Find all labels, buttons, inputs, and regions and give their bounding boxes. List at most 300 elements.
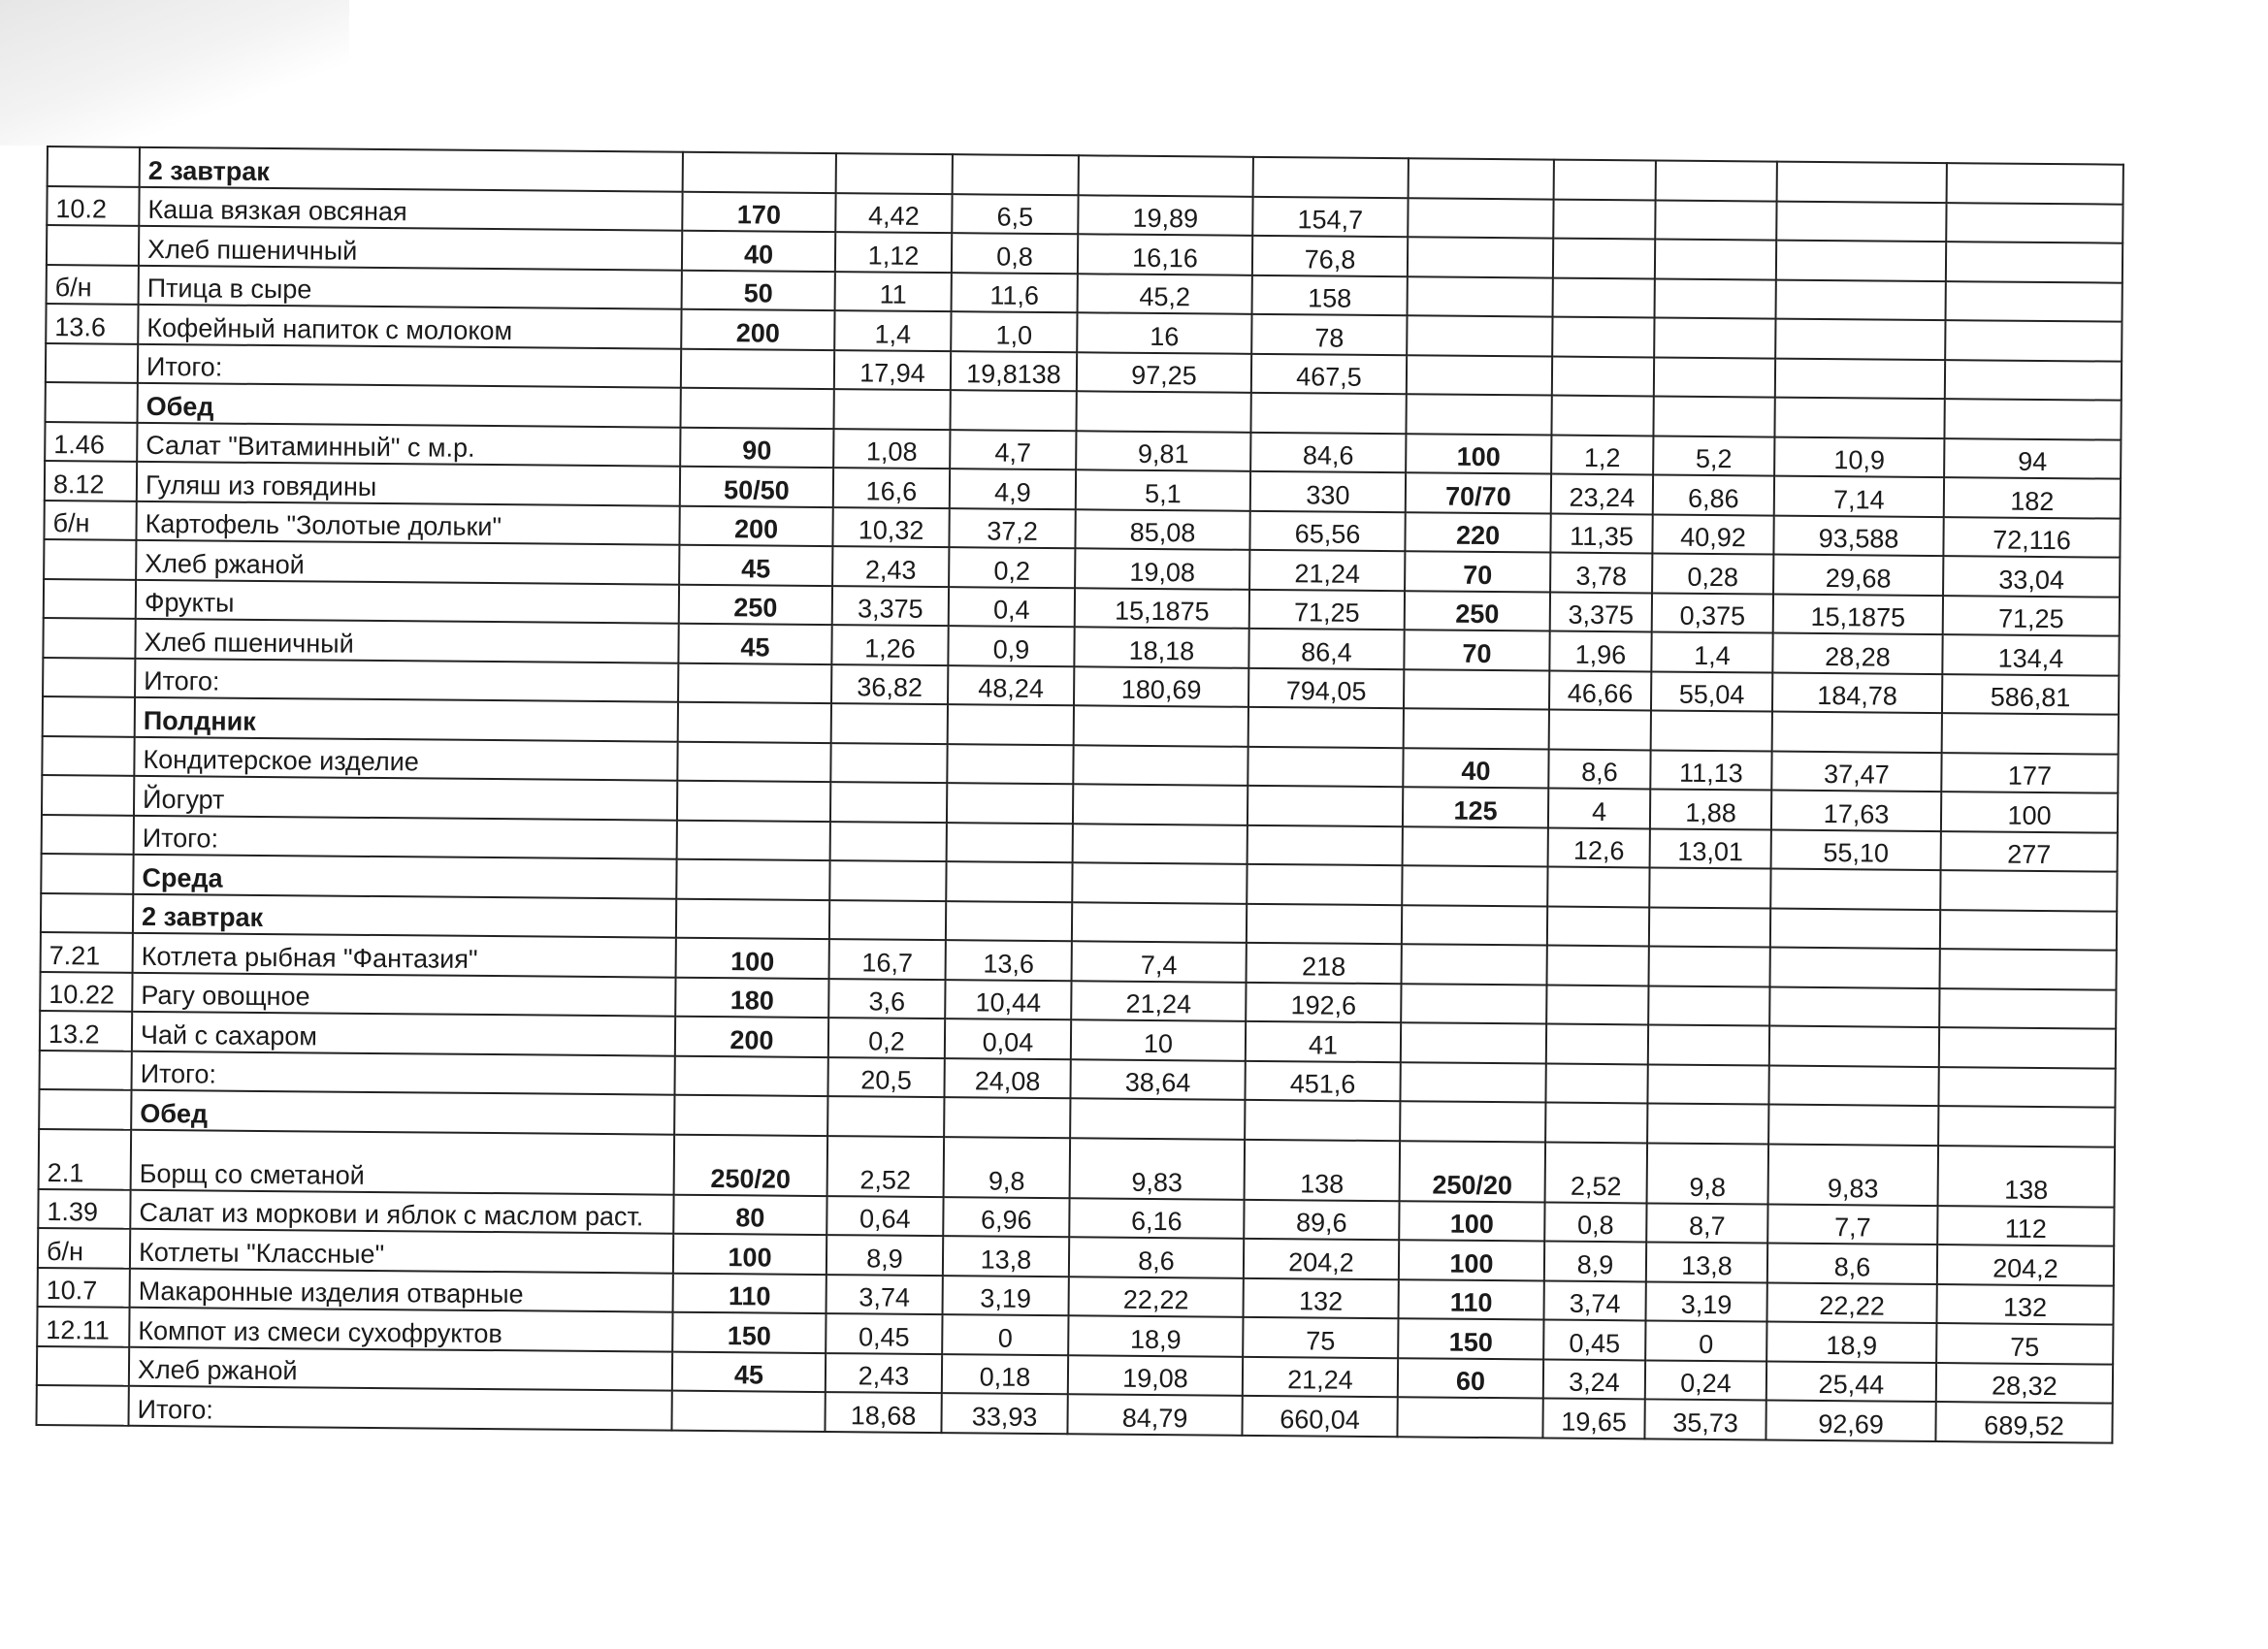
alt-carbs-cell [1768, 1105, 1938, 1146]
carbs-cell: 7,4 [1072, 941, 1247, 982]
fat-cell [947, 744, 1073, 785]
alt-protein-cell: 3,78 [1550, 553, 1652, 593]
alt-carbs-cell: 9,83 [1768, 1144, 1939, 1206]
alt-protein-cell: 8,9 [1544, 1242, 1646, 1281]
alt-carbs-cell [1775, 358, 1945, 399]
alt-energy-cell: 100 [1941, 792, 2118, 832]
fat-cell: 37,2 [949, 508, 1075, 549]
alt-protein-cell: 12,6 [1548, 827, 1650, 867]
section-heading-cell: 2 завтрак [133, 893, 676, 937]
alt-output-cell: 150 [1398, 1318, 1543, 1359]
dish-name-cell: Хлеб ржаной [129, 1346, 672, 1390]
alt-energy-cell: 204,2 [1937, 1245, 2114, 1285]
protein-cell: 2,43 [826, 1353, 942, 1394]
carbs-cell: 18,18 [1074, 627, 1248, 667]
energy-cell: 41 [1246, 1021, 1401, 1062]
fat-cell: 9,8 [944, 1137, 1071, 1198]
carbs-cell: 97,25 [1077, 352, 1251, 393]
protein-cell: 1,4 [834, 310, 951, 351]
dish-name-cell: Компот из смеси сухофруктов [129, 1308, 672, 1351]
alt-energy-cell: 112 [1937, 1206, 2114, 1246]
fat-cell [944, 1097, 1070, 1138]
dish-name-cell: Кофейный напиток с молоком [138, 305, 681, 348]
alt-fat-cell [1654, 317, 1775, 358]
fat-cell: 24,08 [944, 1058, 1070, 1099]
alt-fat-cell [1653, 396, 1774, 436]
protein-cell: 4,42 [835, 193, 952, 234]
recipe-code-cell [36, 1385, 128, 1425]
alt-output-cell [1402, 944, 1547, 985]
alt-protein-cell [1546, 985, 1648, 1024]
carbs-cell: 84,79 [1067, 1394, 1242, 1435]
alt-fat-cell: 6,86 [1653, 474, 1774, 515]
fat-cell: 33,93 [941, 1393, 1067, 1434]
alt-output-cell: 60 [1398, 1358, 1543, 1399]
energy-cell: 138 [1245, 1139, 1401, 1200]
recipe-code-cell [41, 854, 133, 893]
alt-output-cell [1402, 865, 1547, 906]
alt-output-cell [1408, 276, 1553, 317]
menu-table [35, 146, 2123, 1443]
output-cell: 80 [673, 1194, 826, 1235]
alt-fat-cell: 0 [1645, 1320, 1766, 1361]
carbs-cell: 16 [1077, 312, 1251, 353]
energy-cell: 75 [1243, 1317, 1398, 1358]
scan-shadow [0, 0, 349, 146]
alt-carbs-cell [1770, 869, 1940, 910]
alt-fat-cell: 1,4 [1651, 631, 1772, 672]
alt-carbs-cell: 7,7 [1767, 1204, 1937, 1245]
recipe-code-cell [46, 343, 138, 383]
alt-output-cell [1404, 669, 1549, 710]
alt-fat-cell: 13,01 [1650, 828, 1771, 869]
alt-output-cell: 40 [1403, 748, 1548, 789]
alt-energy-cell [1946, 281, 2122, 322]
energy-cell [1245, 1100, 1400, 1141]
dish-name-cell: Кондитерское изделие [134, 736, 677, 780]
protein-cell [836, 153, 953, 194]
alt-carbs-cell [1768, 1065, 1938, 1106]
alt-carbs-cell: 15,1875 [1773, 594, 1943, 634]
carbs-cell: 19,89 [1078, 195, 1252, 236]
fat-cell: 13,8 [943, 1236, 1069, 1277]
output-cell [674, 1095, 827, 1136]
dish-name-cell: Хлеб пшеничный [135, 619, 678, 663]
fat-cell [947, 823, 1073, 863]
alt-energy-cell: 134,4 [1942, 634, 2119, 675]
fat-cell: 11,6 [952, 273, 1078, 313]
alt-carbs-cell [1770, 908, 1940, 949]
recipe-code-cell: б/н [38, 1228, 130, 1268]
alt-output-cell [1400, 1062, 1545, 1103]
recipe-code-cell: б/н [44, 500, 136, 539]
alt-fat-cell: 55,04 [1651, 671, 1772, 712]
energy-cell: 76,8 [1252, 236, 1408, 276]
alt-output-cell: 100 [1399, 1201, 1544, 1242]
carbs-cell: 18,9 [1068, 1315, 1243, 1356]
alt-protein-cell [1552, 317, 1654, 357]
dish-name-cell: Итого: [135, 658, 678, 701]
alt-output-cell: 70 [1404, 630, 1549, 670]
alt-carbs-cell: 55,10 [1771, 829, 1941, 870]
protein-cell: 16,6 [833, 468, 950, 508]
output-cell: 200 [681, 309, 834, 350]
recipe-code-cell [44, 539, 136, 579]
alt-energy-cell: 71,25 [1943, 596, 2120, 636]
alt-output-cell [1406, 394, 1551, 435]
alt-energy-cell [1946, 242, 2122, 282]
fat-cell: 0,04 [945, 1018, 1071, 1059]
energy-cell: 192,6 [1246, 982, 1401, 1022]
output-cell: 50 [682, 270, 835, 310]
output-cell [676, 898, 829, 939]
recipe-code-cell: 10.2 [47, 186, 139, 226]
output-cell: 100 [676, 938, 829, 979]
alt-output-cell [1403, 826, 1548, 867]
protein-cell [829, 900, 946, 941]
protein-cell: 11 [835, 272, 952, 312]
recipe-code-cell: 13.6 [46, 304, 138, 343]
alt-protein-cell: 11,35 [1550, 513, 1652, 553]
alt-fat-cell: 0,375 [1652, 593, 1773, 633]
alt-protein-cell: 19,65 [1542, 1399, 1644, 1439]
alt-output-cell [1400, 1101, 1545, 1142]
protein-cell: 2,52 [827, 1136, 945, 1197]
energy-cell: 21,24 [1243, 1356, 1398, 1397]
recipe-code-cell [47, 225, 139, 265]
section-heading-cell: Обед [131, 1090, 674, 1134]
protein-cell [830, 743, 947, 784]
protein-cell: 3,74 [826, 1275, 943, 1315]
output-cell [681, 348, 834, 389]
carbs-cell [1070, 1098, 1245, 1139]
energy-cell: 86,4 [1248, 629, 1404, 669]
recipe-code-cell [37, 1345, 129, 1385]
energy-cell [1247, 903, 1402, 944]
output-cell: 200 [679, 505, 832, 546]
recipe-code-cell [42, 775, 134, 815]
protein-cell: 17,94 [834, 350, 951, 391]
output-cell [677, 741, 830, 782]
alt-output-cell: 220 [1405, 512, 1550, 553]
fat-cell [946, 901, 1072, 942]
output-cell [671, 1391, 825, 1432]
recipe-code-cell [41, 892, 133, 932]
energy-cell [1247, 746, 1403, 787]
alt-carbs-cell [1770, 948, 1940, 988]
carbs-cell: 45,2 [1078, 274, 1252, 314]
dish-name-cell: Итого: [138, 343, 681, 387]
alt-fat-cell [1655, 239, 1776, 279]
energy-cell [1247, 824, 1403, 865]
alt-protein-cell: 0,8 [1544, 1202, 1646, 1242]
output-cell: 45 [679, 545, 832, 586]
alt-energy-cell [1945, 320, 2122, 361]
alt-carbs-cell: 17,63 [1771, 791, 1941, 831]
dish-name-cell: Картофель "Золотые дольки" [136, 501, 679, 544]
menu-sheet [35, 146, 2123, 1443]
alt-carbs-cell: 10,9 [1774, 436, 1944, 477]
output-cell: 110 [673, 1273, 826, 1313]
alt-fat-cell [1651, 710, 1772, 751]
output-cell: 170 [682, 191, 835, 232]
protein-cell [830, 782, 947, 823]
protein-cell: 10,32 [832, 507, 949, 548]
carbs-cell: 85,08 [1075, 509, 1249, 550]
alt-output-cell: 70 [1405, 551, 1550, 592]
alt-protein-cell: 46,66 [1549, 670, 1651, 710]
fat-cell: 6,96 [943, 1197, 1069, 1238]
recipe-code-cell: 7.21 [41, 932, 133, 972]
fat-cell: 0,9 [948, 626, 1074, 666]
alt-output-cell [1404, 708, 1549, 749]
energy-cell [1247, 864, 1402, 905]
energy-cell: 794,05 [1248, 667, 1404, 708]
alt-energy-cell: 72,116 [1943, 517, 2120, 558]
dish-name-cell: Итого: [128, 1386, 671, 1430]
alt-fat-cell: 35,73 [1644, 1399, 1766, 1439]
alt-output-cell: 125 [1403, 787, 1548, 827]
alt-fat-cell: 0,24 [1645, 1360, 1766, 1401]
protein-cell: 0,2 [828, 1018, 945, 1058]
alt-carbs-cell: 92,69 [1766, 1401, 1935, 1441]
carbs-cell: 9,81 [1076, 431, 1250, 471]
alt-carbs-cell [1774, 398, 1944, 438]
recipe-code-cell [46, 382, 138, 422]
protein-cell [827, 1096, 944, 1137]
output-cell [678, 663, 831, 703]
alt-protein-cell [1545, 1063, 1647, 1103]
output-cell [680, 388, 833, 429]
alt-carbs-cell: 93,588 [1773, 515, 1943, 556]
alt-protein-cell [1547, 867, 1649, 907]
fat-cell [948, 704, 1074, 745]
alt-energy-cell [1944, 399, 2121, 439]
alt-carbs-cell [1777, 162, 1947, 203]
alt-fat-cell [1649, 946, 1770, 986]
alt-carbs-cell: 8,6 [1767, 1244, 1937, 1284]
recipe-code-cell [43, 696, 135, 736]
alt-energy-cell: 182 [1944, 477, 2121, 518]
carbs-cell: 6,16 [1069, 1198, 1244, 1239]
dish-name-cell: Фрукты [136, 579, 679, 623]
section-heading-cell: 2 завтрак [140, 147, 683, 191]
output-cell: 45 [678, 624, 831, 664]
recipe-code-cell [48, 146, 140, 186]
alt-protein-cell [1552, 356, 1654, 396]
alt-energy-cell [1946, 203, 2122, 243]
alt-fat-cell [1647, 1103, 1768, 1144]
alt-protein-cell: 2,52 [1545, 1142, 1648, 1203]
alt-energy-cell: 132 [1936, 1284, 2113, 1325]
output-cell: 45 [672, 1351, 826, 1392]
output-cell: 180 [675, 977, 828, 1018]
alt-energy-cell: 75 [1936, 1323, 2113, 1364]
alt-fat-cell [1647, 1064, 1768, 1105]
alt-protein-cell: 1,2 [1551, 435, 1653, 474]
alt-protein-cell [1553, 277, 1655, 317]
recipe-code-cell [42, 735, 134, 775]
dish-name-cell: Макаронные изделия отварные [130, 1268, 673, 1311]
fat-cell [946, 861, 1072, 902]
protein-cell [833, 389, 950, 430]
carbs-cell: 5,1 [1076, 469, 1250, 510]
alt-protein-cell: 8,6 [1548, 749, 1650, 789]
alt-protein-cell [1546, 1024, 1648, 1064]
protein-cell [830, 822, 947, 862]
recipe-code-cell [40, 1050, 132, 1089]
carbs-cell: 19,08 [1068, 1355, 1243, 1396]
alt-carbs-cell [1769, 1026, 1939, 1067]
alt-protein-cell: 1,96 [1549, 631, 1651, 671]
protein-cell [831, 703, 948, 744]
fat-cell [953, 154, 1079, 195]
alt-carbs-cell: 18,9 [1766, 1322, 1936, 1363]
dish-name-cell: Гуляш из говядины [137, 462, 680, 505]
alt-output-cell [1401, 1022, 1546, 1063]
fat-cell: 13,6 [946, 940, 1072, 981]
recipe-code-cell [42, 814, 134, 854]
alt-fat-cell [1654, 357, 1775, 398]
alt-output-cell: 70/70 [1406, 472, 1551, 513]
protein-cell: 3,375 [832, 586, 949, 627]
carbs-cell: 8,6 [1069, 1237, 1244, 1277]
alt-protein-cell: 3,24 [1543, 1359, 1645, 1399]
protein-cell: 1,08 [833, 429, 950, 469]
output-cell [677, 820, 830, 860]
alt-protein-cell: 4 [1548, 789, 1650, 828]
carbs-cell: 21,24 [1071, 981, 1246, 1021]
output-cell: 40 [682, 231, 835, 272]
fat-cell [947, 783, 1073, 824]
recipe-code-cell: 10.7 [38, 1267, 130, 1307]
dish-name-cell: Йогурт [134, 776, 677, 820]
dish-name-cell: Салат "Витаминный" с м.р. [137, 422, 680, 466]
carbs-cell [1072, 902, 1247, 943]
alt-energy-cell [1939, 1027, 2116, 1068]
fat-cell: 10,44 [945, 980, 1071, 1020]
alt-protein-cell: 3,74 [1543, 1280, 1645, 1320]
alt-energy-cell: 177 [1941, 753, 2118, 793]
alt-fat-cell [1648, 986, 1769, 1026]
fat-cell: 0,18 [942, 1354, 1068, 1395]
energy-cell [1253, 157, 1409, 198]
alt-carbs-cell: 28,28 [1772, 633, 1942, 674]
alt-output-cell [1408, 237, 1553, 277]
alt-output-cell: 100 [1406, 434, 1551, 474]
alt-protein-cell [1545, 1103, 1647, 1143]
energy-cell: 467,5 [1251, 353, 1407, 394]
dish-name-cell: Птица в сыре [139, 265, 682, 308]
alt-energy-cell [1940, 910, 2117, 951]
energy-cell: 158 [1252, 275, 1408, 315]
protein-cell: 1,12 [835, 232, 952, 273]
protein-cell: 20,5 [827, 1057, 944, 1098]
alt-energy-cell [1945, 360, 2122, 401]
output-cell: 50/50 [680, 467, 833, 507]
protein-cell: 1,26 [831, 625, 948, 665]
dish-name-cell: Рагу овощное [132, 972, 675, 1016]
output-cell: 200 [675, 1017, 828, 1057]
alt-fat-cell: 0,28 [1652, 553, 1773, 594]
alt-protein-cell [1551, 396, 1653, 436]
output-cell: 90 [680, 427, 833, 468]
carbs-cell: 9,83 [1070, 1138, 1246, 1200]
alt-fat-cell [1656, 160, 1777, 201]
alt-carbs-cell [1772, 712, 1942, 753]
alt-energy-cell [1939, 949, 2116, 989]
protein-cell: 8,9 [826, 1235, 943, 1276]
alt-output-cell: 110 [1399, 1279, 1544, 1320]
fat-cell: 1,0 [951, 311, 1077, 352]
carbs-cell [1079, 155, 1253, 196]
dish-name-cell: Итого: [132, 1051, 675, 1094]
protein-cell: 18,68 [825, 1392, 941, 1433]
protein-cell: 16,7 [829, 939, 946, 980]
section-heading-cell: Среда [133, 855, 676, 898]
carbs-cell: 15,1875 [1075, 588, 1249, 629]
alt-fat-cell [1648, 1024, 1769, 1065]
recipe-code-cell: 1.46 [45, 421, 137, 461]
dish-name-cell: Салат из моркови и яблок с маслом раст. [130, 1189, 673, 1233]
recipe-code-cell: 10.22 [40, 971, 132, 1011]
alt-carbs-cell: 7,14 [1774, 476, 1944, 517]
energy-cell: 89,6 [1244, 1199, 1399, 1240]
output-cell: 100 [673, 1234, 826, 1275]
recipe-code-cell: 12.11 [37, 1307, 129, 1346]
dish-name-cell: Борщ со сметаной [131, 1129, 675, 1194]
energy-cell: 21,24 [1249, 550, 1405, 591]
carbs-cell: 38,64 [1070, 1059, 1245, 1100]
alt-output-cell: 250/20 [1400, 1141, 1546, 1202]
alt-energy-cell: 277 [1941, 831, 2118, 872]
alt-energy-cell [1938, 1106, 2115, 1147]
recipe-code-cell: 13.2 [40, 1011, 132, 1051]
carbs-cell [1073, 784, 1247, 824]
energy-cell: 218 [1247, 943, 1402, 984]
dish-name-cell: Хлеб пшеничный [139, 226, 682, 270]
energy-cell [1247, 786, 1403, 826]
alt-fat-cell: 13,8 [1646, 1242, 1767, 1282]
output-cell [674, 1055, 827, 1096]
energy-cell: 65,56 [1249, 510, 1405, 551]
alt-output-cell [1407, 355, 1552, 396]
fat-cell: 0,4 [949, 587, 1075, 628]
protein-cell: 36,82 [831, 664, 948, 705]
alt-fat-cell: 11,13 [1650, 750, 1771, 791]
carbs-cell [1076, 391, 1250, 432]
recipe-code-cell [44, 578, 136, 618]
alt-carbs-cell [1769, 986, 1939, 1027]
energy-cell: 78 [1251, 314, 1407, 355]
carbs-cell [1073, 824, 1247, 864]
fat-cell: 0 [942, 1314, 1068, 1355]
output-cell: 250 [679, 584, 832, 625]
alt-fat-cell: 9,8 [1647, 1143, 1769, 1204]
alt-energy-cell [1947, 163, 2123, 204]
alt-energy-cell: 33,04 [1943, 556, 2120, 597]
alt-protein-cell [1553, 239, 1655, 278]
alt-protein-cell [1553, 199, 1655, 239]
alt-fat-cell [1649, 907, 1770, 948]
fat-cell: 4,9 [950, 469, 1076, 509]
alt-energy-cell [1939, 988, 2116, 1029]
dish-name-cell: Хлеб ржаной [136, 540, 679, 584]
recipe-code-cell: 1.39 [38, 1188, 130, 1228]
alt-energy-cell [1938, 1067, 2115, 1108]
energy-cell: 84,6 [1250, 432, 1406, 472]
output-cell [676, 859, 829, 900]
